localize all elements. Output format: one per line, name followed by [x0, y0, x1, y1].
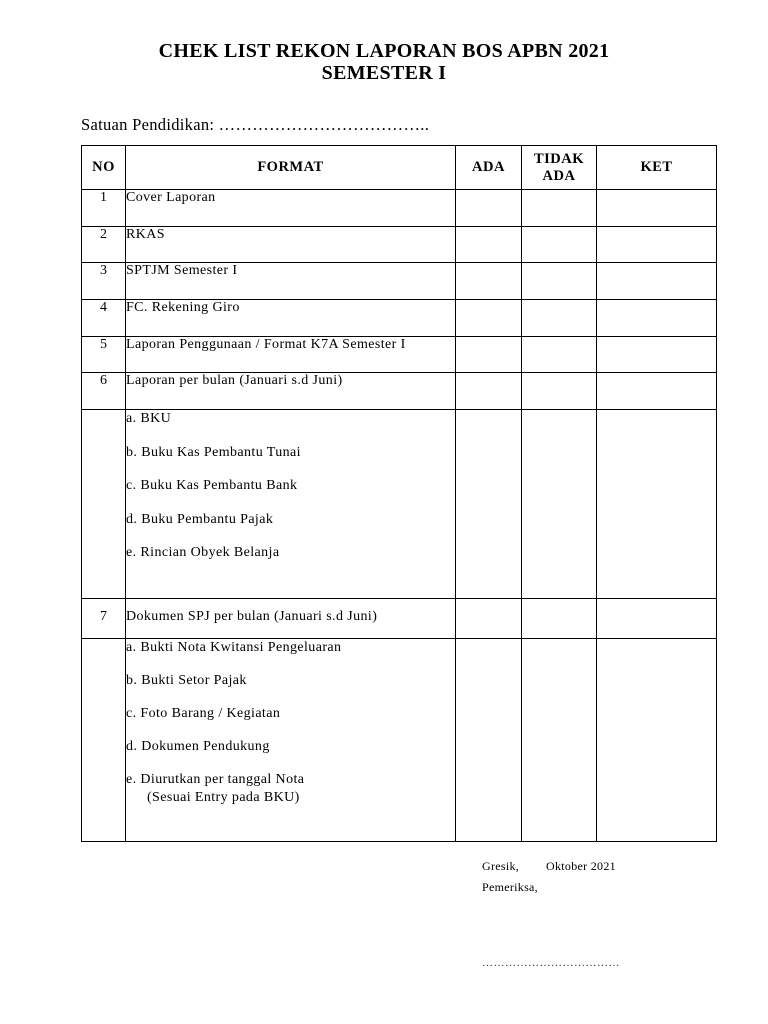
- place-date: [482, 859, 616, 874]
- tidak-ada-cell[interactable]: [522, 227, 597, 263]
- list-item: e. Diurutkan per tanggal Nota: [126, 772, 305, 787]
- ket-cell[interactable]: [597, 373, 717, 410]
- ket-cell[interactable]: [597, 227, 717, 263]
- row-format: FC. Rekening Giro: [126, 300, 456, 337]
- table-row: [82, 190, 717, 227]
- list-item-note: (Sesuai Entry pada BKU): [147, 790, 300, 805]
- ada-cell[interactable]: [456, 337, 522, 373]
- row-number: 1: [82, 190, 126, 227]
- document-subtitle: SEMESTER I: [321, 62, 447, 84]
- tidak-ada-cell[interactable]: [522, 599, 597, 639]
- tidak-ada-cell[interactable]: [522, 639, 597, 842]
- header-ada: ADA: [456, 146, 522, 190]
- ket-cell[interactable]: [597, 337, 717, 373]
- checker-label: Pemeriksa,: [482, 880, 538, 894]
- row-number: 5: [82, 337, 126, 373]
- list-item: e. Rincian Obyek Belanja: [126, 545, 280, 560]
- satuan-pendidikan-label: Satuan Pendidikan: ………………………………..: [81, 115, 430, 134]
- table-header-row: [82, 146, 717, 190]
- row-format: RKAS: [126, 227, 456, 263]
- ada-cell[interactable]: [456, 300, 522, 337]
- ada-cell[interactable]: [456, 639, 522, 842]
- ada-cell[interactable]: [456, 190, 522, 227]
- ada-cell[interactable]: [456, 263, 522, 300]
- row-number: 2: [82, 227, 126, 263]
- list-item: d. Dokumen Pendukung: [126, 739, 270, 754]
- ada-cell[interactable]: [456, 373, 522, 410]
- ket-cell[interactable]: [597, 410, 717, 599]
- row-format: Laporan Penggunaan / Format K7A Semester I: [126, 337, 456, 373]
- table-row: [82, 300, 717, 337]
- tidak-ada-cell[interactable]: [522, 263, 597, 300]
- table-row: [82, 337, 717, 373]
- signature-line: ………………………………: [482, 957, 620, 969]
- table-row: [82, 373, 717, 410]
- ket-cell[interactable]: [597, 599, 717, 639]
- list-item: a. Bukti Nota Kwitansi Pengeluaran: [126, 640, 342, 655]
- list-item: c. Foto Barang / Kegiatan: [126, 706, 281, 721]
- sublist-dokumen-spj: [126, 639, 456, 842]
- table-row: [82, 263, 717, 300]
- tidak-ada-cell[interactable]: [522, 373, 597, 410]
- list-item: b. Bukti Setor Pajak: [126, 673, 247, 688]
- row-number: 7: [82, 599, 126, 639]
- table-row-sublist: [82, 639, 717, 842]
- table-row: [82, 599, 717, 639]
- tidak-ada-cell[interactable]: [522, 300, 597, 337]
- list-item: d. Buku Pembantu Pajak: [126, 511, 274, 527]
- row-number-empty: [82, 639, 126, 842]
- ket-cell[interactable]: [597, 263, 717, 300]
- ada-cell[interactable]: [456, 227, 522, 263]
- table-row: [82, 227, 717, 263]
- sublist-laporan-bulan: [126, 410, 456, 599]
- list-item: a. BKU: [126, 411, 172, 426]
- ket-cell[interactable]: [597, 190, 717, 227]
- header-tidak-ada: [522, 146, 597, 190]
- header-format: FORMAT: [126, 146, 456, 190]
- checklist-table: [81, 145, 717, 842]
- ket-cell[interactable]: [597, 300, 717, 337]
- header-no: NO: [82, 146, 126, 190]
- header-ket: KET: [597, 146, 717, 190]
- ada-cell[interactable]: [456, 599, 522, 639]
- list-item: b. Buku Kas Pembantu Tunai: [126, 444, 301, 460]
- tidak-ada-cell[interactable]: [522, 190, 597, 227]
- header-tidak-line1: TIDAK: [533, 150, 585, 167]
- row-number: 6: [82, 373, 126, 410]
- ket-cell[interactable]: [597, 639, 717, 842]
- row-format: Cover Laporan: [126, 190, 456, 227]
- row-format: Laporan per bulan (Januari s.d Juni): [126, 373, 456, 410]
- list-item: c. Buku Kas Pembantu Bank: [126, 478, 298, 493]
- row-format: SPTJM Semester I: [126, 263, 456, 300]
- row-number: 3: [82, 263, 126, 300]
- row-number: 4: [82, 300, 126, 337]
- tidak-ada-cell[interactable]: [522, 337, 597, 373]
- ada-cell[interactable]: [456, 410, 522, 599]
- table-row-sublist: [82, 410, 717, 599]
- place-label: Gresik,: [482, 859, 520, 873]
- tidak-ada-cell[interactable]: [522, 410, 597, 599]
- row-format: Dokumen SPJ per bulan (Januari s.d Juni): [126, 599, 456, 639]
- document-title: CHEK LIST REKON LAPORAN BOS APBN 2021: [158, 40, 610, 62]
- header-tidak-line2: ADA: [542, 167, 576, 184]
- row-number-empty: [82, 410, 126, 599]
- date-label: Oktober 2021: [546, 859, 616, 873]
